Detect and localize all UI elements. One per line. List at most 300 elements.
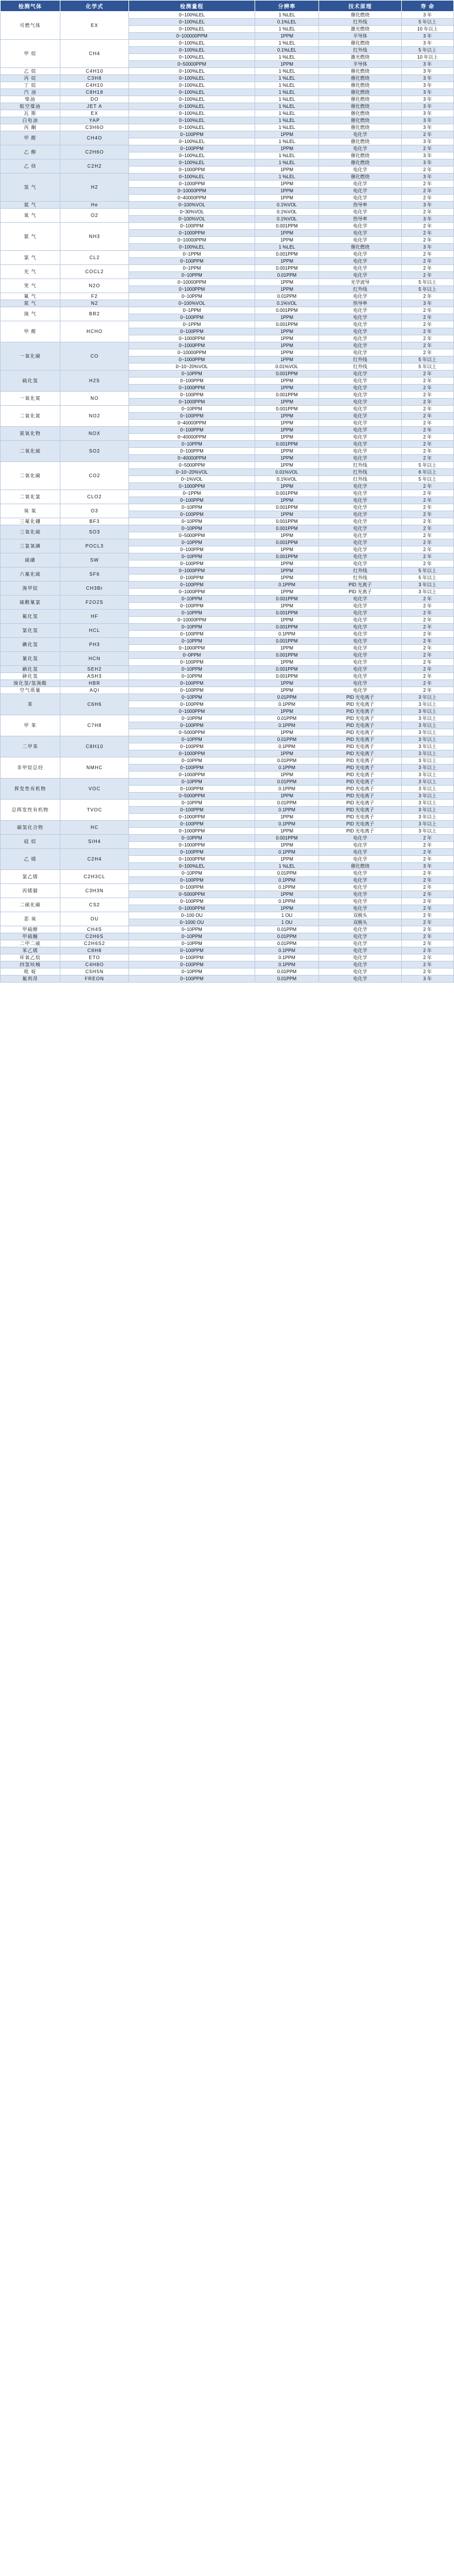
table-row [1,223,454,230]
cell-range: 0~100PPM [129,976,255,983]
cell-gas-name: 甲 醛 [1,131,60,145]
cell-range: 0~1000PPM [129,181,255,188]
cell-resolution: 1PPM [255,483,319,490]
cell-life: 2 年 [401,181,453,188]
cell-gas-name: 氟利昂 [1,976,60,983]
cell-range: 0~5000PPM [129,729,255,736]
cell-technology: 电化学 [319,293,401,300]
cell-formula: C7H8 [60,715,129,736]
cell-formula: N2 [60,300,129,307]
cell-technology: 电化学 [319,497,401,504]
cell-technology: 电化学 [319,413,401,420]
cell-gas-name: 氢 气 [1,174,60,202]
cell-technology: 电化学 [319,307,401,314]
table-row [1,462,454,469]
cell-resolution: 0.001PPM [255,504,319,511]
cell-technology: 电化学 [319,188,401,195]
cell-technology: 电化学 [319,553,401,560]
cell-formula: POCL3 [60,539,129,553]
cell-technology: 激光燃烧 [319,54,401,61]
cell-formula: SEH2 [60,666,129,673]
cell-life: 2 年 [401,420,453,427]
cell-life: 2 年 [401,877,453,884]
cell-technology: 电化学 [319,420,401,427]
cell-life: 2 年 [401,392,453,399]
cell-resolution: 0.001PPM [255,624,319,631]
cell-technology: 电化学 [319,209,401,216]
cell-life: 10 年以上 [401,54,453,61]
cell-technology: 电化学 [319,237,401,244]
cell-resolution: 1 %LEL [255,103,319,110]
cell-technology: 电化学 [319,856,401,863]
cell-life: 2 年 [401,539,453,546]
cell-life: 10 年以上 [401,26,453,33]
cell-formula: NO [60,392,129,406]
cell-life: 2 年 [401,483,453,490]
cell-life: 3 年以上 [401,814,453,821]
cell-life: 3 年以上 [401,779,453,786]
cell-life: 3 年以上 [401,708,453,715]
cell-range: 0~100PPM [129,427,255,434]
cell-resolution: 1PPM [255,729,319,736]
cell-gas-name: 硅 烷 [1,835,60,849]
cell-range: 0~10000PPM [129,279,255,286]
cell-range: 0~10000PPM [129,188,255,195]
table-row [1,159,454,166]
cell-resolution: 1 %LEL [255,110,319,117]
cell-technology: 双极头 [319,919,401,926]
cell-formula: CS2 [60,898,129,912]
cell-life: 3 年 [401,138,453,145]
cell-resolution: 1PPM [255,511,319,518]
cell-resolution: 1PPM [255,434,319,441]
cell-range: 0~100PPM [129,582,255,589]
cell-life: 2 年 [401,413,453,420]
cell-formula: CH4S [60,926,129,933]
cell-gas-name: 三氯氧磷 [1,539,60,553]
cell-life: 3 年 [401,40,453,47]
cell-life: 2 年 [401,321,453,328]
cell-life: 2 年 [401,835,453,842]
cell-resolution: 0.1%LEL [255,47,319,54]
cell-technology: 激光燃烧 [319,26,401,33]
cell-gas-name: 砷化氢 [1,673,60,680]
cell-range: 0~1000PPM [129,750,255,757]
cell-technology: 电化学 [319,511,401,518]
cell-life: 3 年以上 [401,743,453,750]
cell-range: 0~100%LEL [129,138,255,145]
cell-gas-name: 甲硫醚 [1,933,60,940]
table-row [1,96,454,103]
cell-gas-name: 苯 [1,694,60,715]
cell-resolution: 0.1PPM [255,884,319,891]
cell-resolution: 1 %LEL [255,174,319,181]
cell-life: 5 年以上 [401,356,453,363]
cell-formula: C2H6S [60,933,129,940]
cell-range: 0~100PPM [129,659,255,666]
cell-resolution: 1 %LEL [255,124,319,131]
cell-life: 2 年 [401,856,453,863]
cell-range: 0~100PPM [129,560,255,567]
cell-technology: 催化燃烧 [319,124,401,131]
cell-range: 0~100PPM [129,680,255,687]
cell-life: 2 年 [401,497,453,504]
table-row [1,342,454,349]
cell-gas-name: 柴油 [1,96,60,103]
cell-resolution: 1 %LEL [255,152,319,159]
cell-resolution: 1PPM [255,455,319,462]
cell-technology: 电化学 [319,328,401,335]
cell-life: 3 年 [401,103,453,110]
cell-range: 0~100PPM [129,413,255,420]
cell-formula: C8H18 [60,89,129,96]
cell-resolution: 1 %LEL [255,159,319,166]
cell-resolution: 1PPM [255,258,319,265]
cell-resolution: 1PPM [255,188,319,195]
cell-life: 2 年 [401,919,453,926]
table-row [1,624,454,631]
cell-technology: 电化学 [319,940,401,947]
cell-resolution: 0.1PPM [255,849,319,856]
cell-life: 2 年 [401,258,453,265]
cell-life: 2 年 [401,223,453,230]
cell-range: 0~10PPM [129,610,255,617]
cell-life: 2 年 [401,968,453,976]
table-row [1,103,454,110]
cell-resolution: 0.1PPM [255,631,319,638]
cell-resolution: 1 %LEL [255,40,319,47]
cell-resolution: 1PPM [255,33,319,40]
cell-formula: C2H6O [60,145,129,159]
cell-formula: F2 [60,293,129,300]
cell-gas-name: 氯 气 [1,251,60,265]
cell-range: 0~100PPM [129,575,255,582]
cell-range: 0~100%LEL [129,26,255,33]
cell-life: 2 年 [401,652,453,659]
cell-technology: 电化学 [319,905,401,912]
cell-range: 0~10PPM [129,539,255,546]
cell-life: 3 年以上 [401,800,453,807]
cell-technology: 电化学 [319,195,401,202]
cell-technology: 红外线 [319,356,401,363]
cell-range: 0~5000PPM [129,891,255,898]
cell-range: 0~100PPM [129,392,255,399]
cell-gas-name: 四氢呋喃 [1,961,60,968]
cell-life: 3 年 [401,244,453,251]
cell-range: 0~1000PPM [129,856,255,863]
cell-range: 0~100%VOL [129,202,255,209]
cell-gas-name: 丁 烷 [1,82,60,89]
cell-resolution: 1PPM [255,772,319,779]
cell-technology: PID 光电离子 [319,722,401,729]
cell-technology: 电化学 [319,638,401,645]
cell-range: 0~10PPM [129,624,255,631]
cell-technology: 电化学 [319,265,401,272]
cell-range: 0~10000PPM [129,349,255,356]
table-row [1,40,454,47]
cell-range: 0~50000PPM [129,61,255,68]
cell-resolution: 0.01PPM [255,293,319,300]
cell-gas-name: 二甲苯 [1,736,60,757]
cell-technology: 电化学 [319,251,401,258]
cell-formula: C6H6 [60,694,129,715]
cell-gas-name: 硫化氢 [1,371,60,392]
cell-range: 0~100%LEL [129,96,255,103]
cell-life: 2 年 [401,455,453,462]
cell-life: 2 年 [401,265,453,272]
table-row [1,940,454,947]
cell-range: 0~1000 OU [129,919,255,926]
cell-resolution: 0.1PPM [255,743,319,750]
cell-technology: PID 光电离子 [319,772,401,779]
cell-range: 0~100PPM [129,807,255,814]
cell-technology: 电化学 [319,314,401,321]
cell-life: 3 年以上 [401,786,453,793]
cell-life: 2 年 [401,617,453,624]
cell-resolution: 1 %LEL [255,68,319,75]
cell-technology: 电化学 [319,631,401,638]
cell-range: 0~100%LEL [129,82,255,89]
cell-gas-name: 氧 气 [1,209,60,223]
cell-formula: C3H8 [60,75,129,82]
cell-technology: 电化学 [319,166,401,174]
cell-resolution: 1PPM [255,145,319,152]
cell-life: 2 年 [401,378,453,385]
table-row [1,68,454,75]
table-row [1,976,454,983]
cell-gas-name: 一氧化氮 [1,392,60,406]
cell-range: 0~10000PPM [129,237,255,244]
cell-gas-name: 氨 气 [1,223,60,251]
cell-life: 5 年以上 [401,363,453,371]
cell-life: 2 年 [401,237,453,244]
cell-resolution: 1PPM [255,891,319,898]
cell-range: 0~100%LEL [129,89,255,96]
gas-detection-table [0,0,454,983]
cell-life: 3 年 [401,33,453,40]
cell-resolution: 1PPM [255,413,319,420]
cell-technology: 电化学 [319,145,401,152]
cell-range: 0~10PPM [129,638,255,645]
cell-range: 0~100%LEL [129,124,255,131]
cell-resolution: 0.01PPM [255,870,319,877]
cell-gas-name: 硒化氢 [1,666,60,673]
cell-formula: NO2 [60,406,129,427]
table-row [1,933,454,940]
cell-life: 3 年以上 [401,589,453,596]
cell-resolution: 1 %LEL [255,244,319,251]
cell-gas-name: 挥发性有机物 [1,779,60,800]
cell-formula: EX [60,110,129,117]
cell-resolution: 1PPM [255,286,319,293]
cell-life: 2 年 [401,687,453,694]
cell-life: 2 年 [401,230,453,237]
cell-technology: PID 光电离子 [319,828,401,835]
cell-life: 2 年 [401,673,453,680]
cell-resolution: 0.1PPM [255,961,319,968]
cell-technology: 电化学 [319,399,401,406]
cell-resolution: 0.001PPM [255,835,319,842]
cell-life: 3 年 [401,863,453,870]
cell-range: 0~10PPM [129,800,255,807]
cell-range: 0~40000PPM [129,420,255,427]
cell-gas-name: 氮氧化物 [1,427,60,441]
cell-range: 0~1000PPM [129,385,255,392]
cell-gas-name: 氰化氢 [1,652,60,666]
cell-technology: PID 光电离子 [319,729,401,736]
cell-life: 2 年 [401,912,453,919]
cell-resolution: 0.01PPM [255,736,319,743]
header-resolution: 分辨率 [255,1,319,12]
cell-resolution: 1 %LEL [255,12,319,19]
table-row [1,293,454,300]
cell-range: 0~40000PPM [129,455,255,462]
table-row [1,490,454,497]
cell-technology: 电化学 [319,335,401,342]
cell-gas-name: 溴 气 [1,307,60,321]
cell-range: 0~1%VOL [129,476,255,483]
cell-resolution: 1PPM [255,603,319,610]
cell-range: 0~10PPM [129,835,255,842]
table-row [1,209,454,216]
cell-gas-name: 二氧化碳 [1,462,60,490]
cell-range: 0~10PPM [129,940,255,947]
cell-resolution: 1PPM [255,589,319,596]
cell-life: 2 年 [401,349,453,356]
cell-resolution: 1PPM [255,195,319,202]
cell-technology: 红外线 [319,19,401,26]
cell-formula: NH3 [60,223,129,251]
cell-technology: 电化学 [319,659,401,666]
table-row [1,279,454,286]
cell-formula: C5H5N [60,968,129,976]
cell-range: 0~10PPM [129,504,255,511]
table-row [1,406,454,413]
cell-range: 0~5000PPM [129,462,255,469]
cell-life: 3 年 [401,82,453,89]
cell-range: 0~100PPM [129,786,255,793]
cell-life: 2 年 [401,342,453,349]
cell-range: 0~100PPM [129,947,255,954]
cell-technology: 电化学 [319,371,401,378]
table-row [1,912,454,919]
cell-gas-name: 六氟化硫 [1,567,60,582]
cell-resolution: 0.1PPM [255,764,319,772]
cell-range: 0~100PPM [129,722,255,729]
cell-technology: 电化学 [319,877,401,884]
cell-gas-name: 二甲二硫 [1,940,60,947]
table-row [1,849,454,856]
cell-life: 2 年 [401,504,453,511]
cell-gas-name: 苯乙烯 [1,947,60,954]
cell-formula: BR2 [60,307,129,321]
cell-resolution: 1PPM [255,659,319,666]
cell-range: 0~100%LEL [129,54,255,61]
cell-technology: 电化学 [319,349,401,356]
cell-gas-name: 二氧化氮 [1,406,60,427]
cell-range: 0~100%VOL [129,216,255,223]
cell-formula: ETO [60,954,129,961]
table-row [1,504,454,511]
cell-formula: HCL [60,624,129,638]
cell-life: 2 年 [401,947,453,954]
cell-range: 0~10PPM [129,272,255,279]
header-gas: 检测气体 [1,1,60,12]
cell-resolution: 1PPM [255,399,319,406]
table-row [1,300,454,307]
cell-range: 0~100PPM [129,546,255,553]
cell-resolution: 0.1PPM [255,582,319,589]
cell-range: 0~1PPM [129,307,255,314]
table-row [1,680,454,687]
cell-technology: 电化学 [319,849,401,856]
cell-formula: SW [60,553,129,567]
cell-range: 0~10PPM [129,736,255,743]
cell-gas-name: 二氧化硫 [1,441,60,462]
cell-range: 0~100PPM [129,954,255,961]
cell-resolution: 1PPM [255,750,319,757]
cell-life: 3 年 [401,174,453,181]
cell-technology: 电化学 [319,961,401,968]
cell-formula: F2O2S [60,596,129,610]
cell-formula: HCN [60,652,129,666]
cell-technology: 电化学 [319,385,401,392]
cell-range: 0~1000PPM [129,567,255,575]
cell-life: 2 年 [401,680,453,687]
cell-gas-name: 硫磺 [1,553,60,567]
cell-technology: 电化学 [319,968,401,976]
cell-range: 0~100%LEL [129,47,255,54]
cell-technology: 电化学 [319,842,401,849]
table-row [1,427,454,434]
cell-life: 2 年 [401,603,453,610]
cell-range: 0~100PPM [129,961,255,968]
cell-formula: BF3 [60,518,129,525]
cell-resolution: 0.01PPM [255,933,319,940]
cell-technology: 电化学 [319,687,401,694]
cell-resolution: 1PPM [255,61,319,68]
table-row [1,145,454,152]
cell-life: 2 年 [401,209,453,216]
cell-gas-name: 碳氢化合物 [1,821,60,835]
cell-technology: 催化燃烧 [319,152,401,159]
table-row [1,610,454,617]
cell-resolution: 0.01PPM [255,926,319,933]
table-row [1,441,454,448]
cell-formula: C4H10 [60,68,129,75]
table-row [1,202,454,209]
cell-technology: 热导率 [319,202,401,209]
header-range: 检测量程 [129,1,255,12]
cell-resolution: 0.001PPM [255,673,319,680]
cell-technology: PID 光电离子 [319,715,401,722]
cell-gas-name: 氯化氢 [1,624,60,638]
cell-formula: JET A [60,103,129,110]
cell-range: 0~100%LEL [129,40,255,47]
cell-resolution: 1PPM [255,237,319,244]
cell-range: 0~10PPM [129,371,255,378]
cell-resolution: 1PPM [255,680,319,687]
cell-resolution: 1PPM [255,181,319,188]
cell-range: 0~1PPM [129,490,255,497]
cell-range: 0~100PPM [129,378,255,385]
cell-range: 0~100%LEL [129,152,255,159]
cell-formula: C2H4 [60,849,129,870]
cell-technology: 电化学 [319,560,401,567]
cell-resolution: 1PPM [255,356,319,363]
cell-resolution: 1 %LEL [255,75,319,82]
cell-range: 0~100PPM [129,131,255,138]
